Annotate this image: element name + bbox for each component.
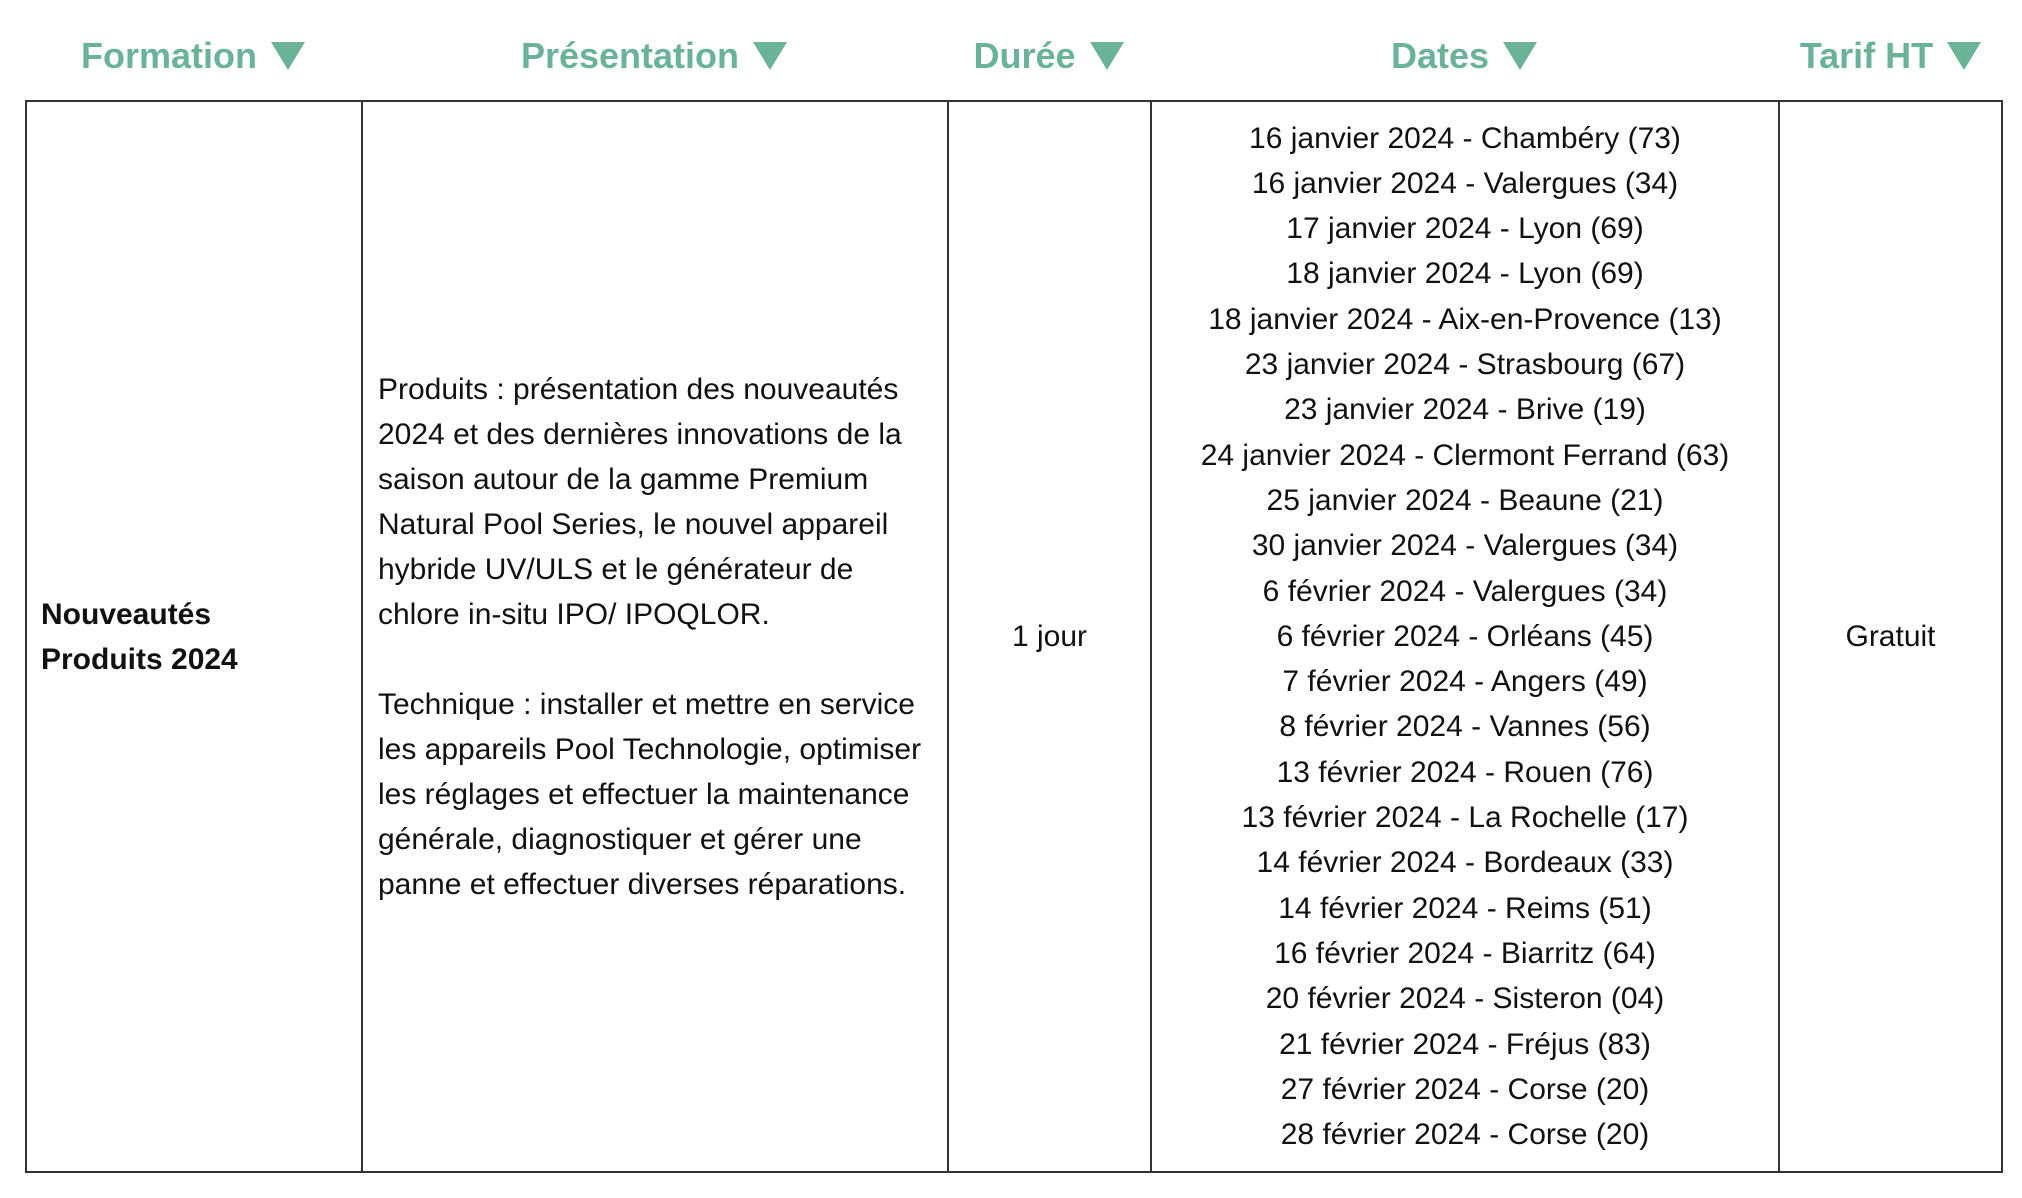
duree-value: 1 jour bbox=[1011, 620, 1088, 653]
presentation-text bbox=[378, 367, 933, 907]
sort-duree-triangle-down-icon[interactable] bbox=[1090, 42, 1124, 70]
date-item: 21 février 2024 - Fréjus (83) bbox=[1279, 1027, 1651, 1061]
presentation-paragraph-technique: Technique : installer et mettre en service les appareils Pool Technologie, optimiser les réglages et effectuer la maintenance générale, diagnostiquer et gérer une panne et effectuer diverses réparations. bbox=[378, 687, 922, 901]
header-formation[interactable] bbox=[25, 30, 361, 82]
date-item: 28 février 2024 - Corse (20) bbox=[1280, 1118, 1650, 1152]
training-table bbox=[25, 100, 2003, 1173]
header-presentation[interactable] bbox=[361, 30, 947, 82]
sort-tarif-triangle-down-icon[interactable] bbox=[1947, 42, 1981, 70]
header-dates-label: Dates bbox=[1390, 35, 1490, 76]
date-item: 30 janvier 2024 - Valergues (34) bbox=[1251, 529, 1679, 563]
header-formation-label: Formation bbox=[81, 35, 257, 76]
date-item: 14 février 2024 - Reims (51) bbox=[1278, 891, 1652, 925]
date-item: 16 février 2024 - Biarritz (64) bbox=[1274, 936, 1656, 970]
formation-name-line: Produits 2024 bbox=[41, 642, 238, 676]
sort-formation-triangle-down-icon[interactable] bbox=[271, 42, 305, 70]
cell-tarif bbox=[1780, 102, 2001, 1171]
cell-duree bbox=[949, 102, 1150, 1171]
date-item: 16 janvier 2024 - Chambéry (73) bbox=[1249, 121, 1681, 155]
header-duree-label: Durée bbox=[973, 35, 1076, 76]
date-item: 18 janvier 2024 - Lyon (69) bbox=[1286, 257, 1644, 291]
date-item: 25 janvier 2024 - Beaune (21) bbox=[1266, 483, 1664, 517]
cell-formation bbox=[27, 102, 361, 1171]
date-item: 7 février 2024 - Angers (49) bbox=[1282, 665, 1648, 699]
dates-list bbox=[1152, 116, 1778, 1158]
date-item: 14 février 2024 - Bordeaux (33) bbox=[1256, 846, 1674, 880]
tarif-value: Gratuit bbox=[1845, 620, 1936, 653]
date-item: 16 janvier 2024 - Valergues (34) bbox=[1251, 166, 1679, 200]
cell-presentation bbox=[363, 102, 947, 1171]
date-item: 6 février 2024 - Valergues (34) bbox=[1262, 574, 1668, 608]
header-presentation-label: Présentation bbox=[520, 35, 740, 76]
date-item: 6 février 2024 - Orléans (45) bbox=[1276, 619, 1654, 653]
date-item: 23 janvier 2024 - Brive (19) bbox=[1284, 393, 1646, 427]
date-item: 13 février 2024 - La Rochelle (17) bbox=[1241, 801, 1689, 835]
date-item: 27 février 2024 - Corse (20) bbox=[1280, 1072, 1650, 1106]
header-tarif[interactable] bbox=[1778, 30, 2003, 82]
date-item: 18 janvier 2024 - Aix-en-Provence (13) bbox=[1208, 302, 1722, 336]
date-item: 8 février 2024 - Vannes (56) bbox=[1279, 710, 1651, 744]
date-item: 23 janvier 2024 - Strasbourg (67) bbox=[1244, 348, 1686, 382]
header-duree[interactable] bbox=[947, 30, 1150, 82]
sort-presentation-triangle-down-icon[interactable] bbox=[753, 42, 787, 70]
sort-dates-triangle-down-icon[interactable] bbox=[1503, 42, 1537, 70]
cell-dates bbox=[1152, 102, 1778, 1171]
date-item: 24 janvier 2024 - Clermont Ferrand (63) bbox=[1200, 438, 1730, 472]
presentation-paragraph-produits: Produits : présentation des nouveautés 2024 et des dernières innovations de la saison autour de la gamme Premium Natural Pool Series, le nouvel appareil hybride UV/ULS et le générateur de chlore in-situ IPO/ IPOQLOR. bbox=[378, 372, 902, 631]
formation-name bbox=[41, 592, 238, 682]
formation-name-line: Nouveautés bbox=[41, 597, 212, 631]
date-item: 17 janvier 2024 - Lyon (69) bbox=[1286, 212, 1644, 246]
date-item: 20 février 2024 - Sisteron (04) bbox=[1265, 982, 1665, 1016]
header-tarif-label: Tarif HT bbox=[1799, 35, 1934, 76]
header-dates[interactable] bbox=[1150, 30, 1778, 82]
date-item: 13 février 2024 - Rouen (76) bbox=[1276, 755, 1654, 789]
